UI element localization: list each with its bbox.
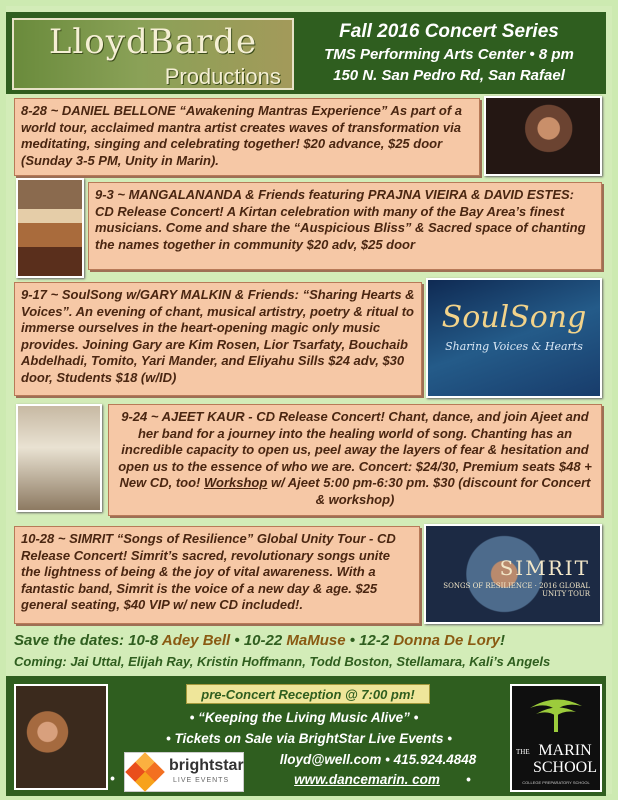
event-simrit [14, 526, 420, 624]
save-dates-label: Save the dates: [14, 632, 129, 649]
event-text: 8-28 ~ DANIEL BELLONE “Awakening Mantras Experience” As part of a world tour, acclaimed mantra artist creates waves of transformation via meditating, singing and celebrating together! $20 advance, $25 door (Sunday 3-5 PM, Unity in Marin). [21, 103, 463, 168]
series-title: Fall 2016 Concert Series [339, 21, 559, 42]
event-text: 9-24 ~ AJEET KAUR - CD Release Concert! Chant, dance, and join Ajeet and her band for a journey into the healing world of song. Chanting has an incredible capacity to open us, peel away the layers of fear & hesitation and open us to the essence of who we are. Concert: $24/30, Premium seats $48 + New CD, too! [118, 409, 592, 490]
daniel-bellone-photo [484, 96, 602, 176]
soulsong-poster-subtitle: Sharing Voices & Hearts [445, 340, 583, 353]
date-1: 10-8 [128, 632, 162, 649]
hosts-photo [14, 684, 108, 790]
brightstar-sub: LIVE EVENTS [173, 777, 230, 784]
tickets-line: • Tickets on Sale via BrightStar Live Events • [165, 731, 453, 746]
marin-school-logo[interactable] [510, 684, 602, 792]
event-text: 10-28 ~ SIMRIT “Songs of Resilience” Global Unity Tour - CD Release Concert! Simrit’s sacred, revolutionary songs unite the lightness of being & the joy of vital awareness. With a fantastic band, Simrit is the voice of a new day & age. $25 general seating, $40 VIP w/ new CD included!. [21, 531, 396, 612]
soulsong-poster [426, 278, 602, 398]
exclamation: ! [500, 632, 506, 649]
brightstar-name: brightstar [169, 757, 244, 774]
brightstar-star-icon [125, 752, 165, 792]
event-text: 9-3 ~ MANGALANANDA & Friends featuring PRAJNA VIEIRA & DAVID ESTES: CD Release Concert! A Kirtan celebration with many of the Bay Area’s finest musicians. Come and share the “Auspicious Bliss” & Sacred space of chanting the names together in community $20 adv, $25 door [95, 187, 586, 252]
website-link[interactable]: www.dancemarin. com [294, 772, 440, 787]
event-daniel-bellone [14, 98, 480, 176]
event-text: 9-17 ~ SoulSong w/GARY MALKIN & Friends: “Sharing Hearts & Voices”. An evening of chant, musical artistry, poetry & ritual to immerse ourselves in the heart-opening magic only music provides. Joining Gary are Kim Rosen, Lior Tsarfaty, Bouchaib Abdelhadi, Tomito, Yari Mander, and Eliyahu Sills $24 adv, $30 door, Students $18 (w/ID) [21, 287, 415, 385]
save-the-dates [14, 632, 610, 649]
event-mangalananda [88, 182, 602, 270]
bullet: • [466, 772, 471, 787]
marin-school-tag: COLLEGE PREPARATORY SCHOOL [522, 780, 590, 785]
address-line: 150 N. San Pedro Rd, San Rafael [333, 67, 565, 84]
venue-line: TMS Performing Arts Center • 8 pm [324, 46, 574, 63]
simrit-poster [424, 524, 602, 624]
marin-school-name: MARIN SCHOOL [532, 742, 597, 776]
mangalananda-photo [16, 178, 84, 278]
brightstar-logo[interactable] [124, 752, 244, 792]
logo-sub-text: Productions [164, 64, 281, 89]
contact-line[interactable]: lloyd@well.com • 415.924.4848 [279, 752, 477, 767]
bullet: • [230, 632, 244, 649]
event-ajeet-kaur [108, 404, 602, 516]
marin-school-the: THE [516, 748, 530, 756]
date-3: 12-2 [359, 632, 394, 649]
artist-mamuse: MaMuse [286, 632, 346, 649]
event-text-end: w/ Ajeet 5:00 pm-6:30 pm. $30 (discount for Concert & workshop) [267, 475, 591, 507]
workshop-link[interactable]: Workshop [204, 475, 268, 490]
date-2: 10-22 [243, 632, 287, 649]
bullet: • [345, 632, 360, 649]
logo-main-text: LloydBarde [48, 22, 258, 62]
reception-banner: pre-Concert Reception @ 7:00 pm! [186, 684, 430, 704]
ajeet-kaur-photo [16, 404, 102, 512]
tree-icon [526, 692, 586, 734]
tagline: • “Keeping the Living Music Alive” • [189, 710, 419, 725]
coming-artists: Coming: Jai Uttal, Elijah Ray, Kristin Hoffmann, Todd Boston, Stellamara, Kali’s Angels [14, 654, 551, 669]
simrit-poster-title: SIMRIT [499, 556, 590, 580]
artist-donna-de-lory: Donna De Lory [393, 632, 501, 649]
lloydbarde-logo [12, 18, 294, 90]
simrit-poster-subtitle: SONGS OF RESILIENCE · 2016 GLOBAL UNITY TOUR [443, 582, 590, 598]
bullet: • [110, 771, 115, 786]
soulsong-poster-title: SoulSong [441, 300, 587, 335]
artist-adey-bell: Adey Bell [161, 632, 231, 649]
event-soulsong [14, 282, 422, 396]
header-info [298, 20, 600, 86]
